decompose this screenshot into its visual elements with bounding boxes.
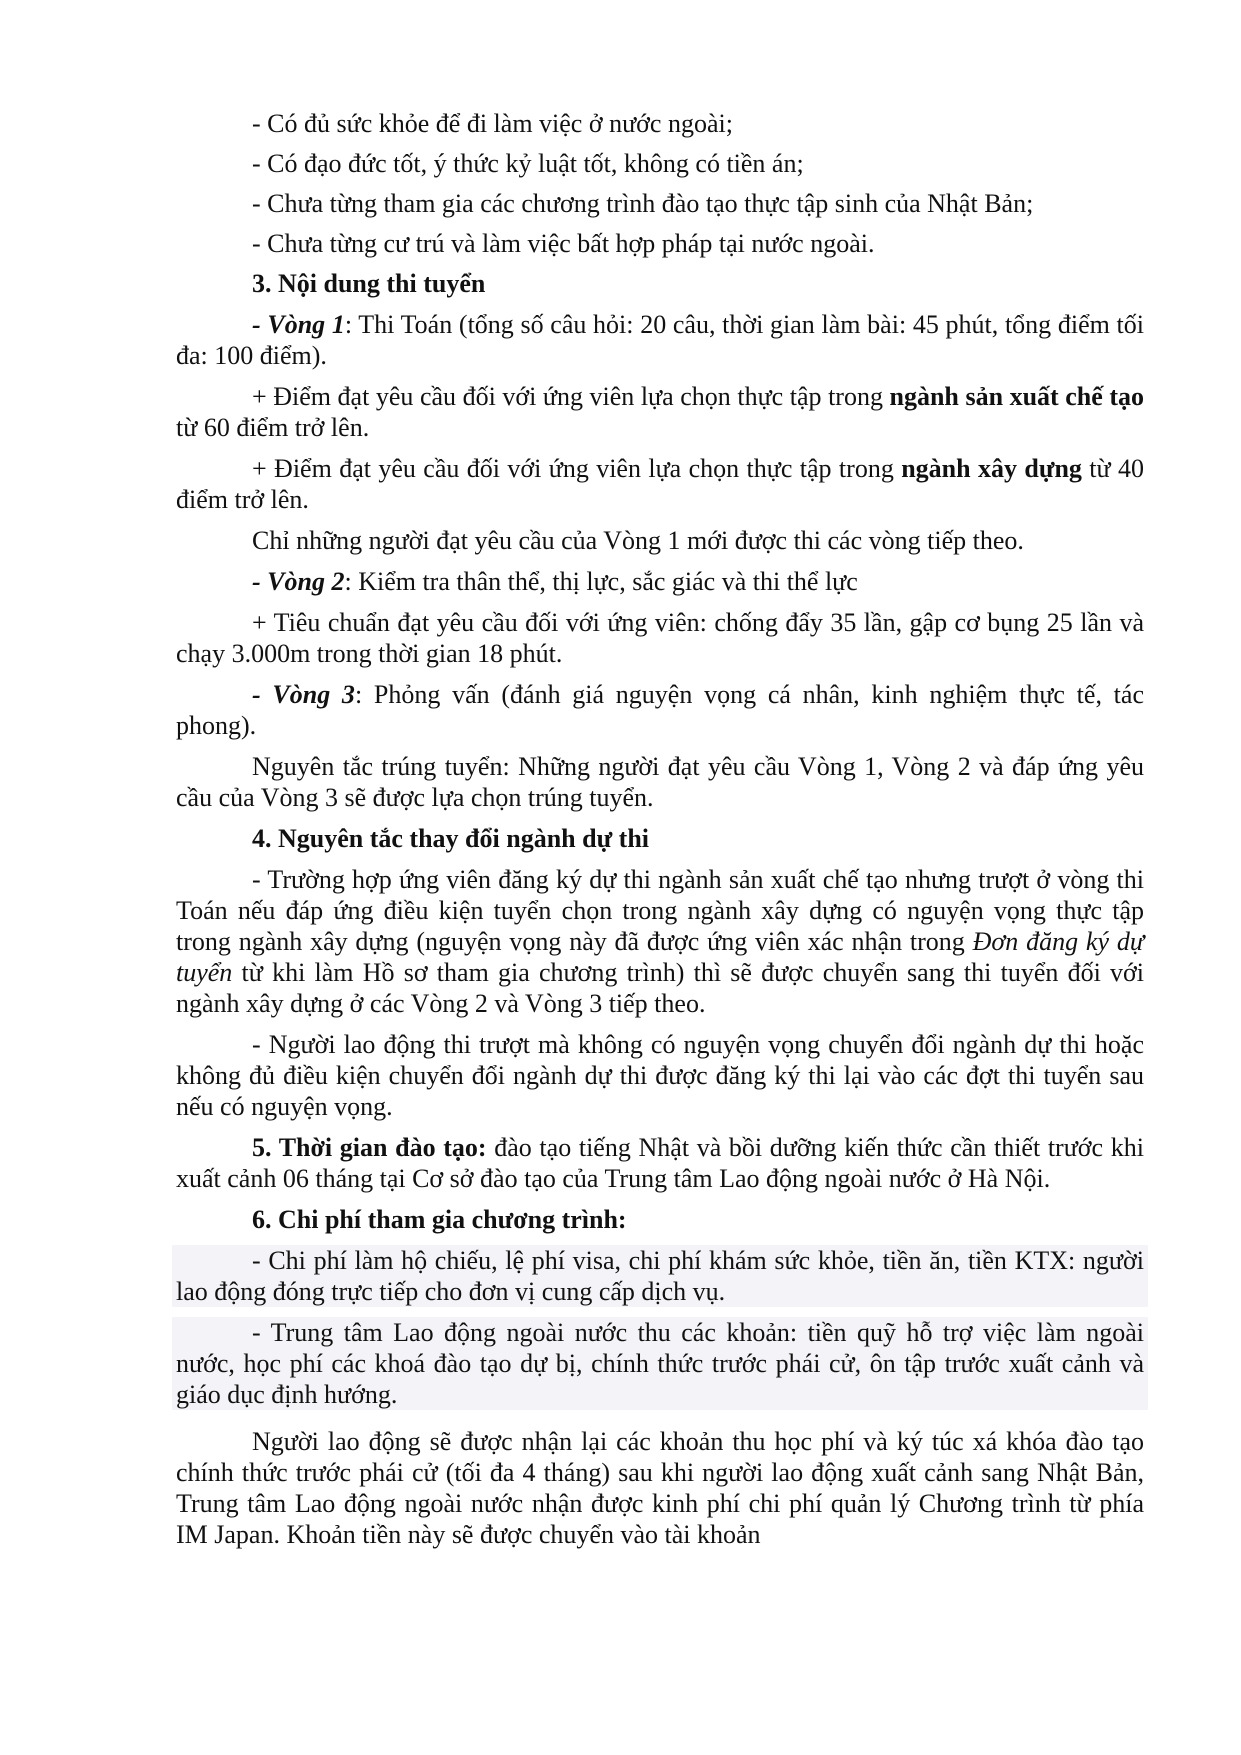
requirement-no-illegal-stay: - Chưa từng cư trú và làm việc bất hợp pháp tại nước ngoài. (252, 229, 875, 258)
section-5-heading: 5. Thời gian đào tạo: (252, 1133, 487, 1162)
round-3-label: - Vòng 3 (252, 680, 355, 709)
cost-center-paragraph: - Trung tâm Lao động ngoài nước thu các khoản: tiền quỹ hỗ trợ việc làm ngoài nước, học phí các khoá đào tạo dự bị, chính thức trước phái cử, ôn tập trước xuất cảnh và giáo dục định hướng. (172, 1317, 1148, 1410)
score-manufacturing-pre: + Điểm đạt yêu cầu đối với ứng viên lựa chọn thực tập trong (252, 382, 890, 411)
cost-direct-paragraph: - Chi phí làm hộ chiếu, lệ phí visa, chi phí khám sức khỏe, tiền ăn, tiền KTX: người lao động đóng trực tiếp cho đơn vị cung cấp dịch vụ. (172, 1245, 1148, 1307)
round-2-text: : Kiểm tra thân thể, thị lực, sắc giác và thi thể lực (344, 567, 858, 596)
section-5-paragraph (176, 1132, 1144, 1194)
score-construction-paragraph (176, 453, 1144, 515)
round-3-paragraph (176, 679, 1144, 741)
section-4-heading: 4. Nguyên tắc thay đổi ngành dự thi (252, 824, 650, 853)
switch-field-post: từ khi làm Hồ sơ tham gia chương trình) thì sẽ được chuyển sang thi tuyển đối với ngành xây dựng ở các Vòng 2 và Vòng 3 tiếp theo. (176, 958, 1144, 1018)
document-page (176, 108, 1144, 1560)
score-manufacturing-post: từ 60 điểm trở lên. (176, 413, 370, 442)
score-construction-pre: + Điểm đạt yêu cầu đối với ứng viên lựa chọn thực tập trong (252, 454, 902, 483)
score-construction-bold: ngành xây dựng (901, 454, 1082, 483)
round-3-text: : Phỏng vấn (đánh giá nguyện vọng cá nhân, kinh nghiệm thực tế, tác phong). (176, 680, 1144, 740)
requirement-health: - Có đủ sức khỏe để đi làm việc ở nước ngoài; (252, 109, 733, 138)
switch-field-pre: - Trường hợp ứng viên đăng ký dự thi ngành sản xuất chế tạo nhưng trượt ở vòng thi Toán nếu đáp ứng điều kiện tuyển chọn trong ngành xây dựng có nguyện vọng thực tập trong ngành xây dựng (nguyện vọng này đã được ứng viên xác nhận trong (176, 865, 1144, 956)
registration-form-name: Đơn đăng ký dự tuyển (176, 927, 1144, 987)
selection-principle: Nguyên tắc trúng tuyển: Những người đạt yêu cầu Vòng 1, Vòng 2 và đáp ứng yêu cầu của Vòng 3 sẽ được lựa chọn trúng tuyển. (176, 752, 1144, 812)
requirement-ethics: - Có đạo đức tốt, ý thức kỷ luật tốt, không có tiền án; (252, 149, 804, 178)
round-2-standard: + Tiêu chuẩn đạt yêu cầu đối với ứng viên: chống đẩy 35 lần, gập cơ bụng 25 lần và chạy 3.000m trong thời gian 18 phút. (176, 608, 1144, 668)
round-1-text: : Thi Toán (tổng số câu hỏi: 20 câu, thời gian làm bài: 45 phút, tổng điểm tối đa: 100 điểm). (176, 310, 1144, 370)
round-1-label: - Vòng 1 (252, 310, 345, 339)
section-6-heading: 6. Chi phí tham gia chương trình: (252, 1205, 627, 1234)
requirement-no-prior-program: - Chưa từng tham gia các chương trình đào tạo thực tập sinh của Nhật Bản; (252, 189, 1034, 218)
score-construction-post: từ 40 điểm trở lên. (176, 454, 1144, 514)
switch-field-paragraph (176, 864, 1144, 1019)
refund-paragraph: Người lao động sẽ được nhận lại các khoản thu học phí và ký túc xá khóa đào tạo chính thức trước phái cử (tối đa 4 tháng) sau khi người lao động xuất cảnh sang Nhật Bản, Trung tâm Lao động ngoài nước nhận được kinh phí chi phí quản lý Chương trình từ phía IM Japan. Khoản tiền này sẽ được chuyển vào tài khoản (176, 1427, 1144, 1549)
only-pass-paragraph: Chỉ những người đạt yêu cầu của Vòng 1 mới được thi các vòng tiếp theo. (252, 526, 1024, 555)
section-5-text: đào tạo tiếng Nhật và bồi dưỡng kiến thức cần thiết trước khi xuất cảnh 06 tháng tại Cơ sở đào tạo của Trung tâm Lao động ngoài nước ở Hà Nội. (176, 1133, 1144, 1193)
section-3-heading: 3. Nội dung thi tuyển (252, 269, 486, 298)
score-manufacturing-paragraph (176, 381, 1144, 443)
retake-paragraph: - Người lao động thi trượt mà không có nguyện vọng chuyển đổi ngành dự thi hoặc không đủ điều kiện chuyển đổi ngành dự thi được đăng ký thi lại vào các đợt thi tuyển sau nếu có nguyện vọng. (176, 1030, 1144, 1121)
round-1-paragraph (176, 309, 1144, 371)
round-2-paragraph (176, 566, 1144, 597)
round-2-label: - Vòng 2 (252, 567, 345, 596)
score-manufacturing-bold: ngành sản xuất chế tạo (889, 382, 1145, 411)
